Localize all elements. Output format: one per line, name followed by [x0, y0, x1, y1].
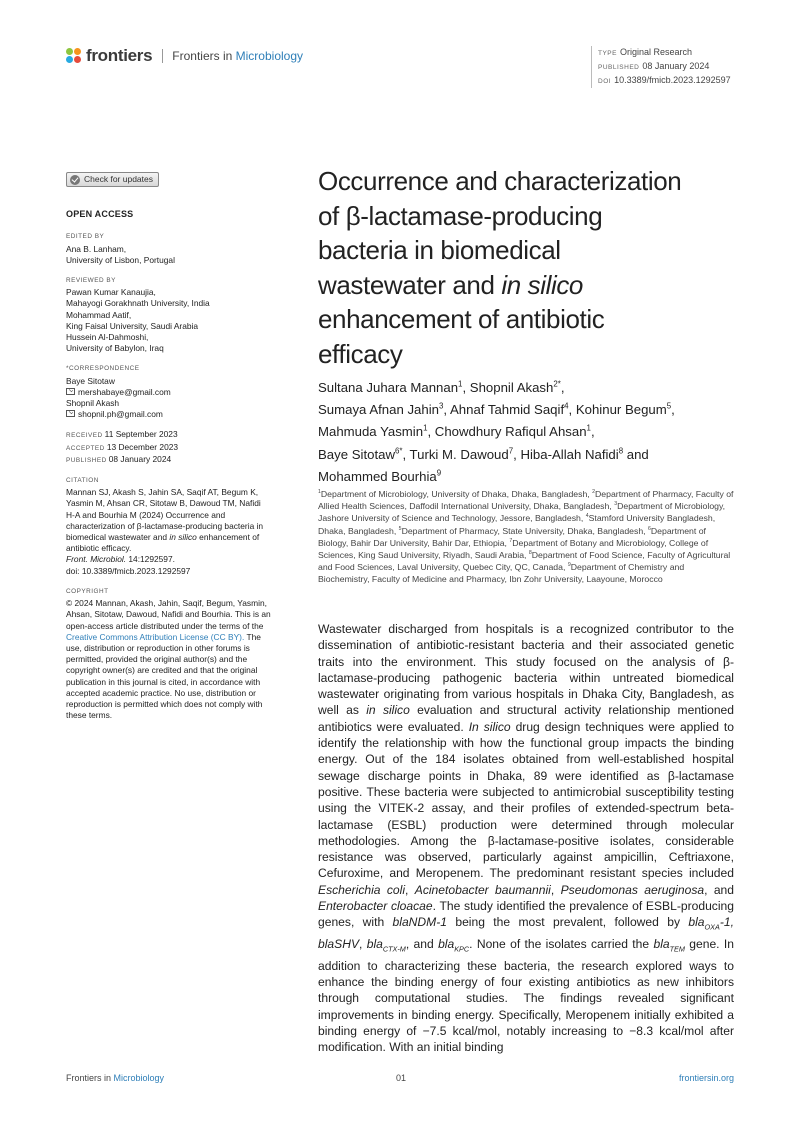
- article-meta: TYPE Original Research PUBLISHED 08 January 2024 DOI 10.3389/fmicb.2023.1292597: [591, 46, 731, 88]
- brand-name: frontiers: [86, 46, 153, 65]
- page-header: [66, 46, 734, 86]
- published-date: 08 January 2024: [642, 61, 710, 71]
- edited-by: EDITED BY Ana B. Lanham, University of Lisbon, Portugal: [66, 233, 175, 265]
- frontiers-logo-icon: [66, 48, 82, 64]
- sidebar: [66, 172, 271, 730]
- article-title: Occurrence and characterization of β-lactamase-producing bacteria in biomedical wastewater and in silico enhancement of antibiotic efficacy: [318, 166, 682, 369]
- correspondence: *CORRESPONDENCE Baye Sitotaw mershabaye@gmail.com Shopnil Akash shopnil.ph@gmail.com: [66, 365, 171, 420]
- email-icon: [66, 388, 75, 395]
- citation-doi[interactable]: doi: 10.3389/fmicb.2023.1292597: [66, 565, 191, 576]
- header-divider: [162, 49, 163, 63]
- author[interactable]: Chowdhury Rafiqul Ahsan$^1$: [434, 424, 591, 440]
- page-number: 01: [396, 1073, 407, 1083]
- author[interactable]: Turki M. Dawoud$^7$: [409, 446, 514, 462]
- site-link[interactable]: frontiersin.org: [678, 1073, 734, 1083]
- affiliations: $^1$Department of Microbiology, University of Dhaka, Dhaka, Bangladesh, $^2$Department of Pharmacy, Faculty of Allied Health Sciences, Daffodil International University, Dhaka, Bangladesh, $^3$Department of Microbiology, Jashore University of Science and Technology, Jessore, Bangladesh, $^4$Stamford University Bangladesh, Dhaka, Bangladesh, $^5$Department of Pharmacy, State University, Dhaka, Bangladesh, $^6$Department of Biology, Bahir Dar University, Bahir Dar, Ethiopia, $^7$Department of Botany and Microbiology, College of Sciences, King Saud University, Riyadh, Saudi Arabia, $^8$Department of Food Science, Faculty of Agricultural and Food Sciences, Laval University, Quebec City, QC, Canada, $^9$Department of Chemistry and Biochemistry, Faculty of Medicine and Pharmacy, Ibn Zohr University, Laayoune, Morocco: [318, 489, 734, 585]
- author[interactable]: Sultana Juhara Mannan$^1$: [318, 379, 463, 395]
- cc-by-license-link[interactable]: Creative Commons Attribution License (CC BY).: [66, 631, 245, 642]
- author[interactable]: Shopnil Akash$^{2*}$: [469, 379, 561, 395]
- page-footer: [66, 1073, 734, 1083]
- author[interactable]: Mohammed Bourhia$^9$: [318, 468, 442, 484]
- author[interactable]: Sumaya Afnan Jahin$^3$: [318, 401, 444, 418]
- citation: CITATION Mannan SJ, Akash S, Jahin SA, Saqif AT, Begum K, Yasmin M, Ahsan CR, Sitotaw B, Dawoud TM, Nafidi H-A and Bourhia M (2024) Occurrence and characterization of β-lactamase-producing bacteria in biomedical wastewater and in silico enhancement of antibiotic efficacy. Front. Microbiol. 14:1292597. doi: 10.3389/fmicb.2023.1292597: [66, 477, 264, 576]
- footer-journal: Frontiers in Microbiology: [66, 1073, 165, 1083]
- email-icon: [66, 410, 75, 417]
- author[interactable]: Ahnaf Tahmid Saqif$^4$: [449, 401, 569, 418]
- author[interactable]: Mahmuda Yasmin$^1$: [318, 424, 428, 440]
- doi[interactable]: 10.3389/fmicb.2023.1292597: [614, 75, 731, 85]
- journal-name[interactable]: Frontiers in Microbiology: [172, 49, 303, 63]
- author[interactable]: Baye Sitotaw$^{6*}$: [318, 446, 403, 462]
- author[interactable]: Hiba-Allah Nafidi$^8$: [520, 446, 624, 462]
- check-icon: [70, 175, 80, 185]
- abstract: Wastewater discharged from hospitals is a recognized contributor to the dissemination of antibiotic-resistant bacteria and their associated genetic traits into the environment. This study focused on the analysis of β-lactamase-producing pathogenic bacteria within untreated biomedical wastewater originating from various hospitals in Dhaka City, Bangladesh, as well as in silico evaluation and structural activity relationship mentioned antibiotics were evaluated. In silico drug design techniques were applied to identify the relationship with how the functional group impacts the binding energy. Out of the 184 isolates obtained from well-established hospital sewage discharge points in Dhaka, 89 were identified as β-lactamase positive. These bacteria were subjected to antimicrobial susceptibility testing using the VITEK-2 assay, and their profiles of extended-spectrum beta-lactamase (ESBL) production were determined through molecular methodologies. Among the β-lactamase-positive isolates, considerable resistance was observed, particularly against ampicillin, Ceftriaxone, Cefuroxime, and Meropenem. The predominant resistant species included Escherichia coli, Acinetobacter baumannii, Pseudomonas aeruginosa, and Enterobacter cloacae. The study identified the prevalence of ESBL-producing genes, with blaNDM-1 being the most prevalent, followed by bla$_{OXA}$-1, blaSHV, bla$_{CTX-M}$, and bla$_{KPC}$. None of the isolates carried the bla$_{TEM}$ gene. In addition to characterizing these bacteria, the research explored ways to enhance the binding energy of four existing antibiotics as new inhibitors through computational studies. The findings revealed significant improvements in binding energy. Specifically, Meropenem initially exhibited a binding energy of −7.5 kcal/mol, notably increasing to −8.3 kcal/mol after modification. With an initial binding: [318, 622, 735, 1055]
- article-type: Original Research: [619, 47, 693, 57]
- copyright: COPYRIGHT © 2024 Mannan, Akash, Jahin, Saqif, Begum, Yasmin, Ahsan, Sitotaw, Dawoud, Nafidi and Bourhia. This is an open-access article distributed under the terms of the Creative Commons Attribution License (CC BY). The use, distribution or reproduction in other forums is permitted, provided the original author(s) and the copyright owner(s) are credited and that the original publication in this journal is cited, in accordance with accepted academic practice. No use, distribution or reproduction is permitted which does not comply with these terms.: [66, 587, 271, 721]
- reviewed-by: REVIEWED BY Pawan Kumar Kanaujia, Mahayogi Gorakhnath University, India Mohammad Aatif, King Faisal University, Saudi Arabia Hussein Al-Dahmoshi, University of Babylon, Iraq: [66, 277, 210, 354]
- frontiers-logo[interactable]: [66, 46, 303, 66]
- email-link[interactable]: mershabaye@gmail.com: [78, 386, 171, 397]
- author[interactable]: Kohinur Begum$^5$: [575, 401, 672, 418]
- email-link[interactable]: shopnil.ph@gmail.com: [78, 409, 163, 420]
- open-access-label: OPEN ACCESS: [66, 209, 134, 220]
- dates: RECEIVED 11 September 2023 ACCEPTED 13 December 2023 PUBLISHED 08 January 2024: [66, 429, 179, 464]
- check-updates-button[interactable]: Check for updates: [66, 172, 159, 187]
- author-list: Sultana Juhara Mannan$^1$, Shopnil Akash$^{2*}$, Sumaya Afnan Jahin$^3$, Ahnaf Tahmid Saqif$^4$, Kohinur Begum$^5$, Mahmuda Yasmin$^1$, Chowdhury Rafiqul Ahsan$^1$, Baye Sitotaw$^{6*}$, Turki M. Dawoud$^7$, Hiba-Allah Nafidi$^8$ and Mohammed Bourhia$^9$: [318, 379, 675, 484]
